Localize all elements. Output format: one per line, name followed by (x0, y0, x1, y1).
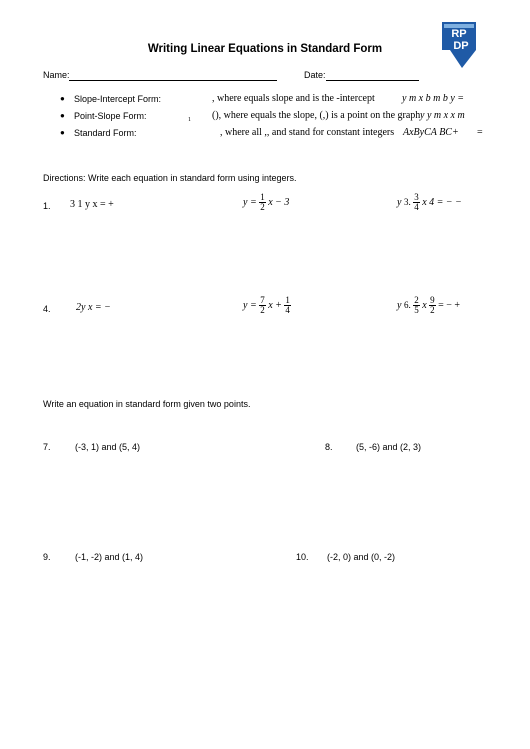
form-label: Slope-Intercept Form: (74, 94, 162, 104)
problem-expression (397, 296, 460, 315)
bullet-icon: ● (60, 128, 65, 137)
page-title: Writing Linear Equations in Standard Form (147, 43, 383, 55)
problem-text: (-1, -2) and (1, 4) (75, 552, 144, 562)
form-label: Point-Slope Form: (74, 111, 147, 121)
problem-expression (397, 193, 462, 212)
fraction (429, 296, 436, 315)
expr-post: x − 3 (268, 196, 290, 208)
fraction-denominator: 2 (430, 305, 435, 315)
fraction-denominator: 4 (285, 305, 290, 315)
fraction (413, 193, 420, 212)
form-tail: = (477, 127, 483, 138)
problem-expression (243, 296, 291, 315)
expr-pre: y (397, 299, 402, 311)
form-vars: y m x b m b y = (402, 93, 465, 104)
problem-expression: 2y x = − (76, 302, 111, 313)
expr-post: x + (268, 299, 282, 311)
form-description: (), where equals the slope, (,) is a point on the graph (212, 110, 421, 121)
expr-pre: y (397, 196, 402, 208)
fraction-numerator: 1 (285, 295, 290, 305)
fraction (259, 296, 266, 315)
date-label: Date: (304, 70, 326, 80)
bullet-icon: ● (60, 111, 65, 120)
fraction (259, 193, 266, 212)
problem-number: 9. (43, 552, 51, 562)
form-vars: AxByCA BC+ (403, 127, 459, 138)
logo-text-bottom: DP (453, 40, 469, 52)
form-label: Standard Form: (74, 128, 137, 138)
fraction (413, 296, 420, 315)
expr-pre: y = (243, 196, 257, 208)
fraction (284, 296, 291, 315)
problem-expression: 3 1 y x = + (70, 199, 114, 210)
fraction-denominator: 2 (260, 202, 265, 212)
problem-text: (-2, 0) and (0, -2) (327, 552, 396, 562)
fraction-numerator: 9 (430, 295, 435, 305)
name-label: Name: (43, 70, 70, 80)
problem-number: 4. (43, 304, 51, 314)
problem-number: 7. (43, 442, 51, 452)
expr-post: = − + (438, 299, 461, 311)
fraction-numerator: 3 (414, 192, 419, 202)
form-subscript: 1 (188, 117, 191, 123)
fraction-numerator: 1 (260, 192, 265, 202)
fraction-numerator: 2 (414, 295, 419, 305)
expr-post: x (422, 299, 427, 311)
form-description: , where equals slope and is the -intercept (212, 93, 375, 104)
name-line (69, 80, 277, 81)
problem-expression (243, 193, 289, 212)
logo-text-top: RP (451, 28, 467, 40)
expr-post: x 4 = − − (422, 196, 462, 208)
fraction-denominator: 5 (414, 305, 419, 315)
problem-number: 6. (403, 299, 411, 310)
fraction-denominator: 2 (260, 305, 265, 315)
problem-number: 10. (296, 552, 309, 562)
bullet-icon: ● (60, 94, 65, 103)
expr-pre: y = (243, 299, 257, 311)
problem-text: (-3, 1) and (5, 4) (75, 442, 141, 452)
problem-number: 8. (325, 442, 333, 452)
form-description: , where all ,, and stand for constant integers (220, 127, 395, 138)
form-vars: y y m x x m (420, 110, 465, 121)
problem-number: 1. (43, 201, 51, 211)
fraction-numerator: 7 (260, 295, 265, 305)
date-line (326, 80, 419, 81)
directions: Directions: Write each equation in standard form using integers. (43, 173, 297, 183)
problem-number: 3. (403, 196, 411, 207)
problem-text: (5, -6) and (2, 3) (356, 442, 422, 452)
fraction-denominator: 4 (414, 202, 419, 212)
section-heading: Write an equation in standard form given two points. (43, 399, 251, 409)
